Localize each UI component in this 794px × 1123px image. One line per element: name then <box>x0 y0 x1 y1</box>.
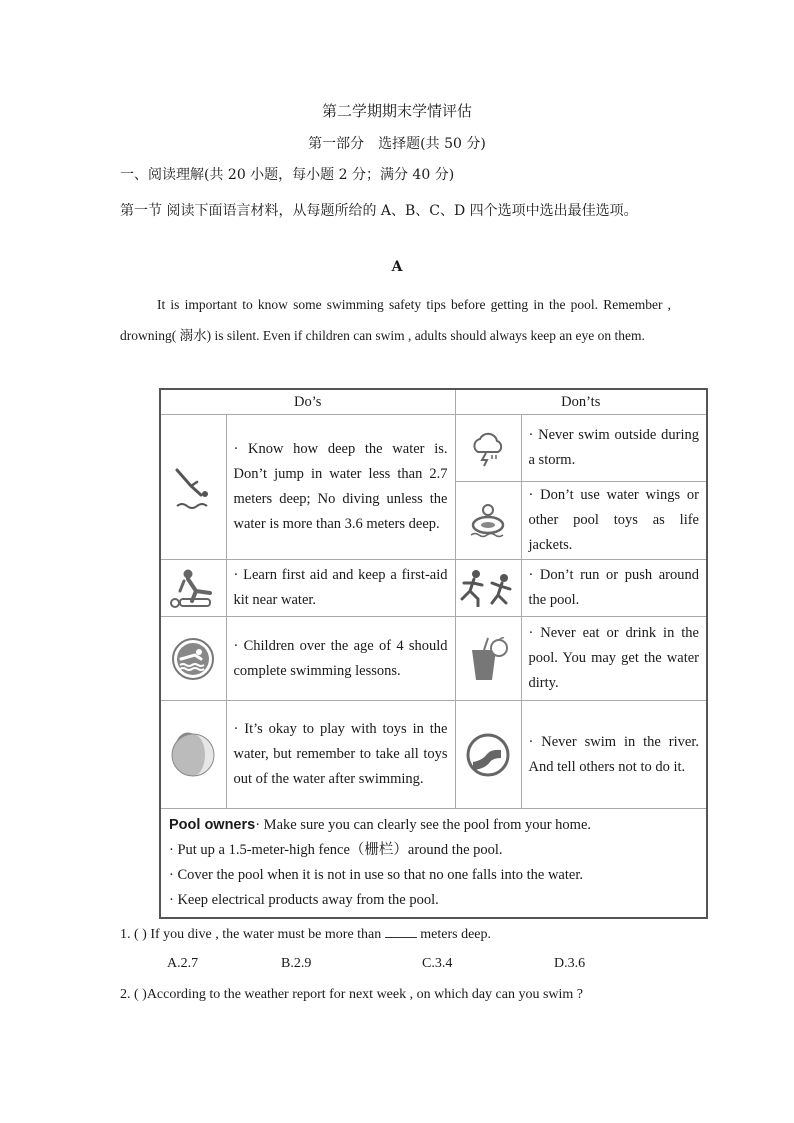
donts-header: Don’ts <box>455 389 707 415</box>
passage-body: It is important to know some swimming safety tips before getting in the pool. Remember , drowning( 溺水) is silent. Even if children can swim , adults should always keep an eye on them. <box>120 297 671 343</box>
swimming-lessons-icon <box>160 617 226 701</box>
dont-tip-water-wings: · Don’t use water wings or other pool toys as life jackets. <box>521 482 707 560</box>
question-1-suffix: meters deep. <box>416 927 492 942</box>
option-b[interactable]: B.2.9 <box>281 956 312 971</box>
section-heading: 一、阅读理解(共 20 小题，每小题 2 分；满分 40 分) <box>120 167 455 183</box>
owners-tip-2: · Put up a 1.5-meter-high fence（栅栏）around the pool. <box>169 842 503 858</box>
passage-label: A <box>391 259 403 275</box>
option-d[interactable]: D.3.6 <box>554 956 586 971</box>
do-tip-water-depth: · Know how deep the water is. Don’t jump in water less than 2.7 meters deep; No diving unless the water is more than 3.6 meters deep. <box>226 415 455 560</box>
part-subtitle: 第一部分 选择题(共 50 分) <box>308 136 486 152</box>
option-c[interactable]: C.3.4 <box>422 956 453 971</box>
question-1 <box>120 925 491 943</box>
dont-tip-run-push: · Don’t run or push around the pool. <box>521 560 707 617</box>
do-tip-swimming-lessons: · Children over the age of 4 should complete swimming lessons. <box>226 617 455 701</box>
owners-tip-3: · Cover the pool when it is not in use so that no one falls into the water. <box>169 867 583 883</box>
passage-text <box>120 289 671 351</box>
river-icon <box>455 701 521 809</box>
pool-owners-section <box>160 809 707 919</box>
dont-tip-river: · Never swim in the river. And tell others not to do it. <box>521 701 707 809</box>
question-2: 2. ( )According to the weather report for next week , on which day can you swim ? <box>120 987 584 1002</box>
dont-tip-eat-drink: · Never eat or drink in the pool. You may get the water dirty. <box>521 617 707 701</box>
section-instructions: 第一节 阅读下面语言材料，从每题所给的 A、B、C、D 四个选项中选出最佳选项。 <box>120 203 638 219</box>
diving-person-icon <box>160 415 226 560</box>
water-wings-icon <box>455 482 521 560</box>
food-drink-icon <box>455 617 521 701</box>
storm-cloud-icon <box>455 415 521 482</box>
dont-tip-storm: · Never swim outside during a storm. <box>521 415 707 482</box>
option-a[interactable]: A.2.7 <box>167 956 199 971</box>
question-1-prefix: 1. ( ) If you dive , the water must be more than <box>120 927 385 942</box>
dos-header: Do’s <box>160 389 455 415</box>
answer-blank <box>385 925 417 938</box>
owners-tip-1: · Make sure you can clearly see the pool from your home. <box>255 817 592 833</box>
do-tip-first-aid: · Learn first aid and keep a first-aid kit near water. <box>226 560 455 617</box>
pool-owners-label: Pool owners <box>169 817 256 833</box>
safety-tips-table <box>159 388 708 919</box>
first-aid-cpr-icon <box>160 560 226 617</box>
exam-title: 第二学期期末学情评估 <box>321 102 472 120</box>
owners-tip-4: · Keep electrical products away from the pool. <box>169 892 439 908</box>
beach-ball-icon <box>160 701 226 809</box>
running-pushing-icon <box>455 560 521 617</box>
do-tip-toys: · It’s okay to play with toys in the water, but remember to take all toys out of the water after swimming. <box>226 701 455 809</box>
